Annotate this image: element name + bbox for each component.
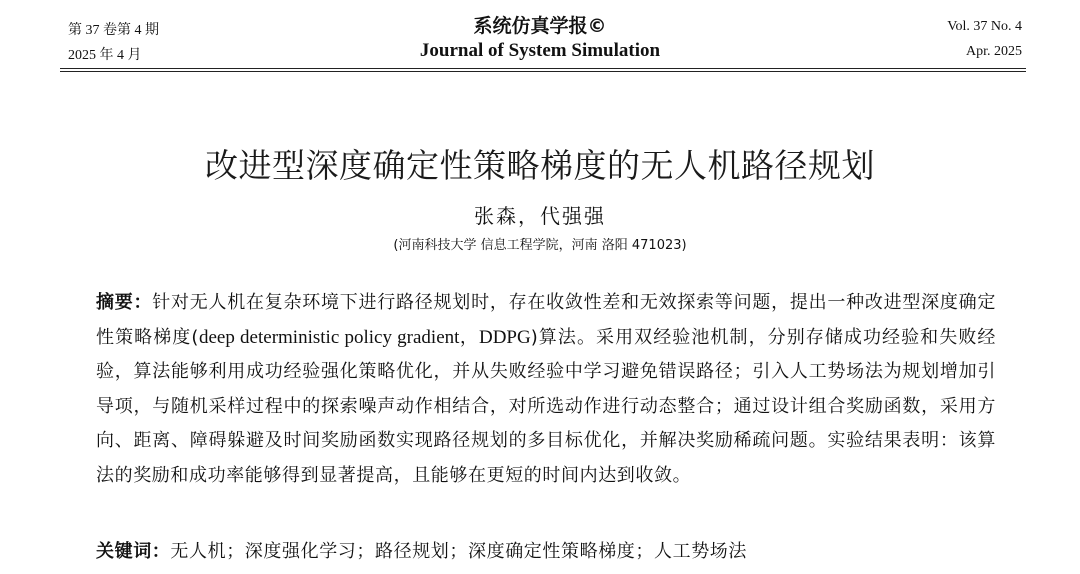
abstract-text-1: 针对无人机在复杂环境下进行路径规划时，存在收敛性差和无效探索等问题，提出一种改进型深度确定性策略梯度( (96, 292, 996, 348)
abstract-label: 摘要： (96, 292, 153, 313)
issue-cn: 第 37 卷第 4 期 (68, 23, 159, 38)
keywords-text: 无人机；深度强化学习；路径规划；深度确定性策略梯度；人工势场法 (170, 541, 748, 562)
date-en: Apr. 2025 (966, 44, 1022, 59)
journal-header (0, 0, 1080, 72)
affiliation: (河南科技大学 信息工程学院，河南 洛阳 471023) (393, 238, 687, 253)
abstract (96, 286, 996, 494)
paper-title: 改进型深度确定性策略梯度的无人机路径规划 (205, 146, 875, 186)
abstract-abbr-en: DDPG (478, 326, 531, 348)
header-rule-thin (60, 71, 1026, 72)
journal-title-cn: 系统仿真学报© (473, 15, 607, 37)
header-rule-thick (60, 68, 1026, 69)
date-cn: 2025 年 4 月 (68, 48, 142, 63)
abstract-term-en: deep deterministic policy gradient (198, 326, 460, 348)
keywords (96, 538, 996, 566)
volume-en: Vol. 37 No. 4 (947, 19, 1022, 34)
keywords-label: 关键词： (96, 541, 171, 562)
journal-title-en: Journal of System Simulation (419, 40, 661, 61)
abstract-text-3: )算法。采用双经验池机制，分别存储成功经验和失败经验，算法能够利用成功经验强化策略优化，并从失败经验中学习避免错误路径；引入人工势场法为规划增加引导项，与随机采样过程中的探索噪声动作相结合，对所选动作进行动态整合；通过设计组合奖励函数，采用方向、距离、障碍躲避及时间奖励函数实现路径规划的多目标优化，并解决奖励稀疏问题。实验结果表明：该算法的奖励和成功率能够得到显著提高，且能够在更短的时间内达到收敛。 (96, 326, 996, 486)
abstract-text-2: ， (459, 326, 479, 348)
authors: 张森，代强强 (474, 204, 606, 228)
